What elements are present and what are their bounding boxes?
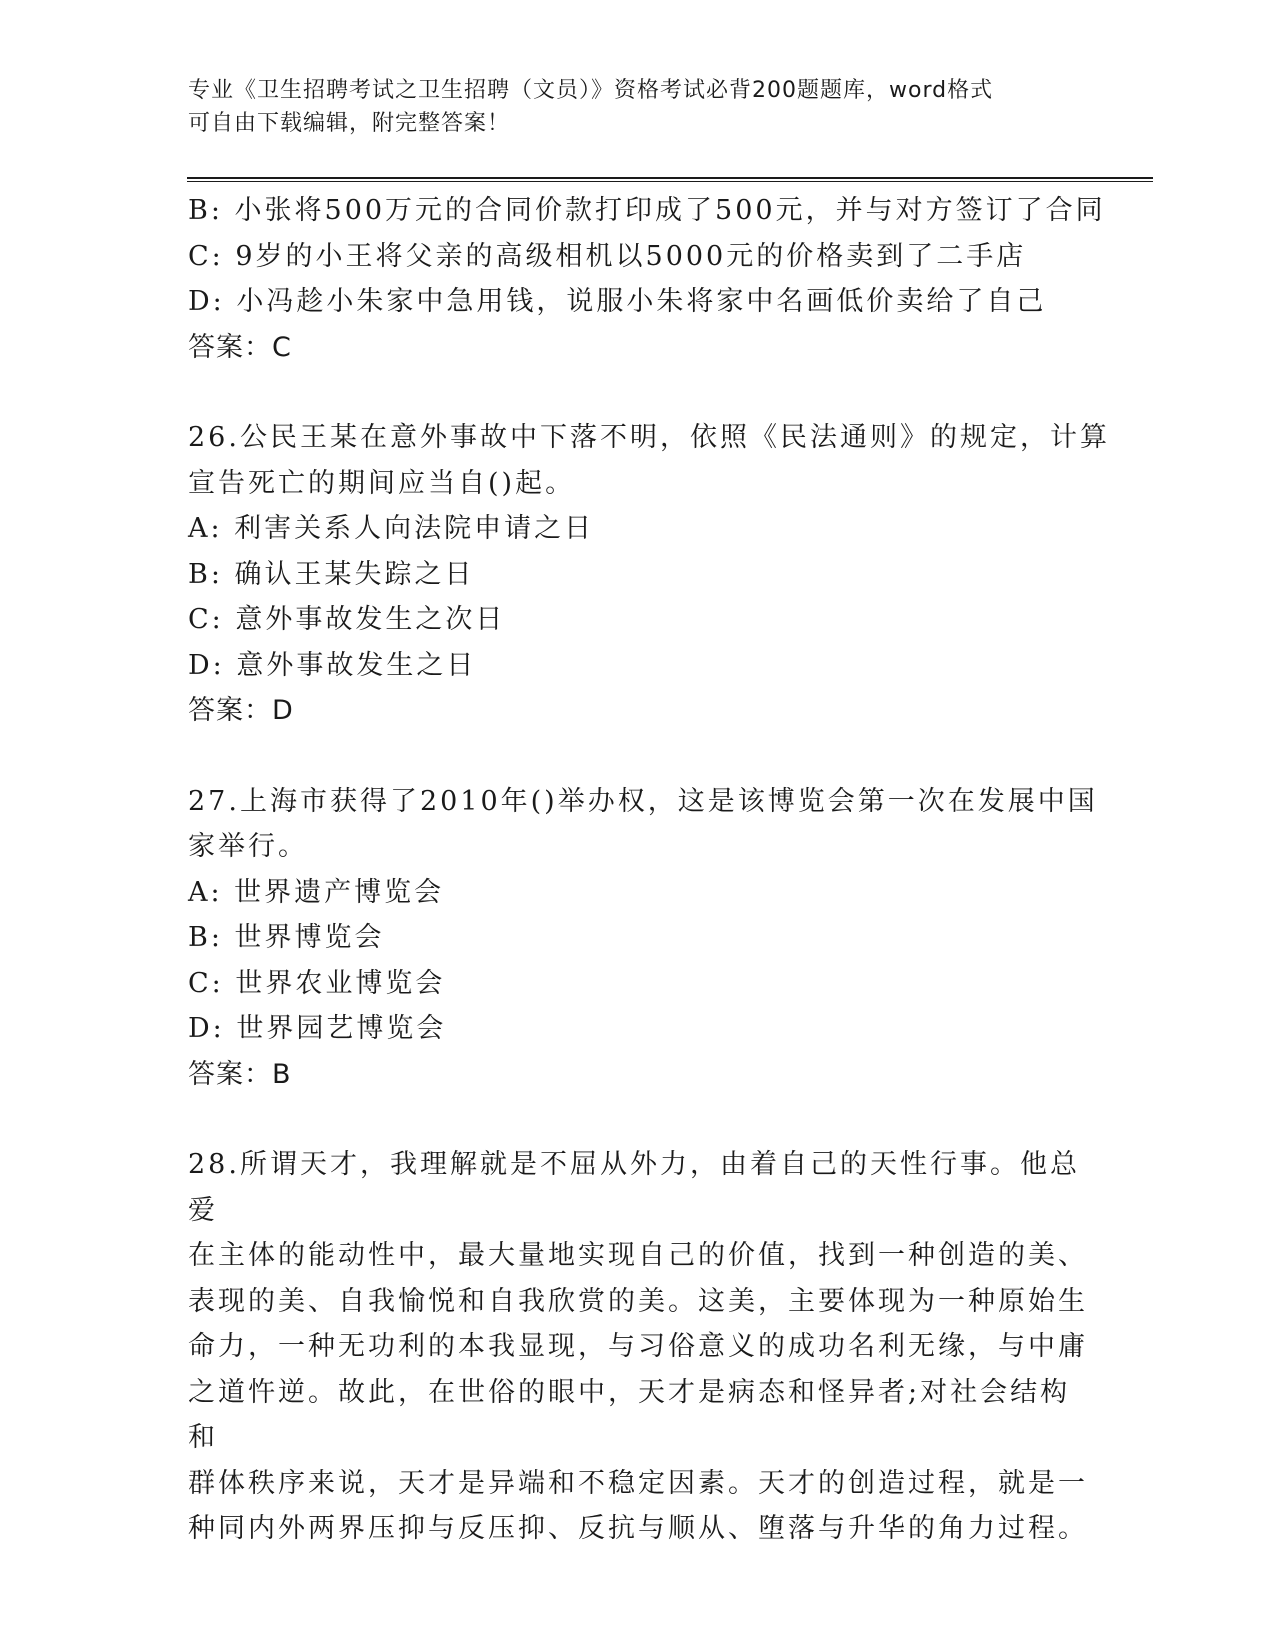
q26-option-b: B: 确认王某失踪之日 <box>188 558 475 590</box>
question-25-tail <box>188 188 1106 370</box>
document-body <box>188 188 1110 1552</box>
q27-stem-line-2: 家举行。 <box>188 831 308 862</box>
q27-option-d: D: 世界园艺博览会 <box>188 1013 447 1044</box>
question-28 <box>188 1142 1088 1552</box>
q28-line: 表现的美、自我愉悦和自我欣赏的美。这美，主要体现为一种原始生 <box>188 1285 1088 1317</box>
spacer <box>188 370 1088 415</box>
q28-line: 在主体的能动性中，最大量地实现自己的价值，找到一种创造的美、 <box>188 1240 1088 1271</box>
q27-option-a: A: 世界遗产博览会 <box>188 876 445 908</box>
header-divider <box>187 177 1153 182</box>
q25-answer: 答案：C <box>188 331 292 363</box>
q26-stem-line-1: 26.公民王某在意外事故中下落不明，依照《民法通则》的规定，计算 <box>188 422 1110 453</box>
spacer <box>188 1097 1088 1142</box>
question-27 <box>188 779 1098 1098</box>
q28-line: 之道忤逆。故此，在世俗的眼中，天才是病态和怪异者;对社会结构和 <box>188 1376 1071 1453</box>
q28-line: 群体秩序来说，天才是异端和不稳定因素。天才的创造过程，就是一 <box>188 1467 1088 1499</box>
q26-option-d: D: 意外事故发生之日 <box>188 649 477 681</box>
q27-option-b: B: 世界博览会 <box>188 922 385 953</box>
q27-stem-line-1: 27.上海市获得了2010年()举办权，这是该博览会第一次在发展中国 <box>188 785 1098 817</box>
header-title-line-1: 专业《卫生招聘考试之卫生招聘（文员）》资格考试必背200题题库，word格式 <box>188 78 994 103</box>
q26-answer: 答案：D <box>188 695 294 726</box>
q26-option-c: C: 意外事故发生之次日 <box>188 604 506 635</box>
q25-option-b: B: 小张将500万元的合同价款打印成了500元，并与对方签订了合同 <box>188 195 1106 226</box>
q28-line: 种同内外两界压抑与反压抑、反抗与顺从、堕落与升华的角力过程。 <box>188 1513 1088 1544</box>
q26-stem-line-2: 宣告死亡的期间应当自()起。 <box>188 467 576 499</box>
document-header <box>188 74 1068 140</box>
q28-line: 命力，一种无功利的本我显现，与习俗意义的成功名利无缘，与中庸 <box>188 1331 1088 1362</box>
q25-option-d: D: 小冯趁小朱家中急用钱，说服小朱将家中名画低价卖给了自己 <box>188 286 1047 317</box>
question-26 <box>188 415 1110 734</box>
q26-option-a: A: 利害关系人向法院申请之日 <box>188 513 595 544</box>
q28-line: 28.所谓天才，我理解就是不屈从外力，由着自己的天性行事。他总爱 <box>188 1149 1080 1226</box>
q27-answer: 答案：B <box>188 1058 292 1090</box>
q27-option-c: C: 世界农业博览会 <box>188 967 446 999</box>
header-title-line-2: 可自由下载编辑，附完整答案！ <box>188 111 511 136</box>
q25-option-c: C: 9岁的小王将父亲的高级相机以5000元的价格卖到了二手店 <box>188 240 1027 272</box>
spacer <box>188 734 1088 779</box>
